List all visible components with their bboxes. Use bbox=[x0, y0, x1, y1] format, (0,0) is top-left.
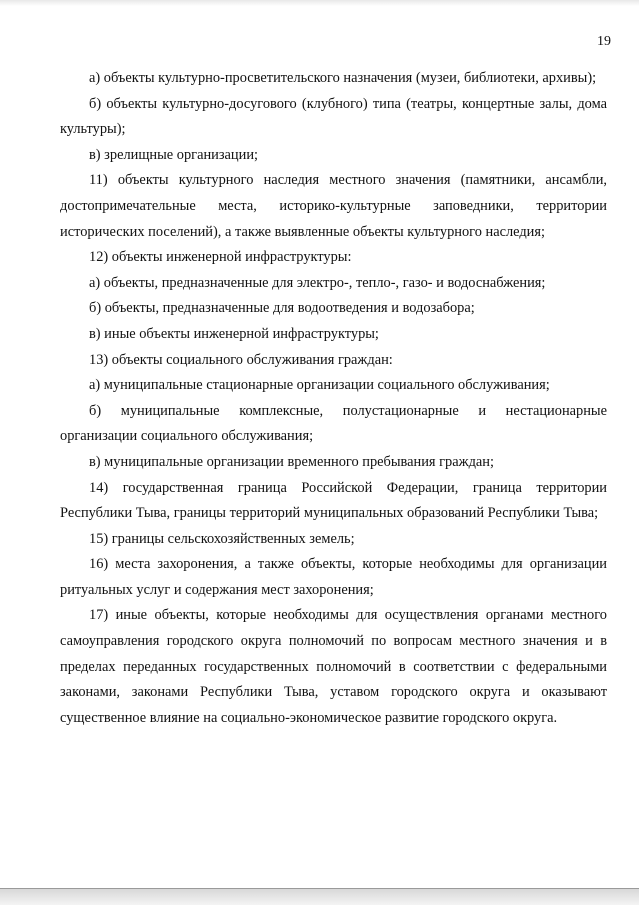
paragraph-temporary-stay: в) муниципальные организации временного пребывания граждан; bbox=[89, 453, 494, 470]
paragraph-item-15-agricultural-lands: 15) границы сельскохозяйственных земель; bbox=[89, 530, 355, 547]
paragraph-item-11-heritage: 11) объекты культурного наследия местного значения (памятники, ансамбли, достопримечательные места, историко-культурные заповедники, территории исторических поселений), а также выявленные объекты культурного наследия; bbox=[60, 172, 607, 240]
paragraph-item-14-borders: 14) государственная граница Российской Федерации, граница территории Республики Тыва, границы территорий муниципальных образований Республики Тыва; bbox=[60, 479, 607, 522]
paragraph-culture-leisure: б) объекты культурно-досугового (клубного) типа (театры, концертные залы, дома культуры); bbox=[60, 95, 607, 138]
paragraph-culture-education: а) объекты культурно-просветительского назначения (музеи, библиотеки, архивы); bbox=[89, 70, 597, 86]
paragraph-entertainment: в) зрелищные организации; bbox=[89, 146, 259, 163]
page-number: 19 bbox=[597, 34, 611, 49]
paragraph-item-12-infrastructure: 12) объекты инженерной инфраструктуры: bbox=[89, 249, 352, 266]
paragraph-other-infrastructure: в) иные объекты инженерной инфраструктуры; bbox=[89, 325, 379, 342]
scan-top-edge bbox=[0, 0, 639, 6]
scan-bottom-edge-shadow bbox=[0, 889, 639, 905]
document-body bbox=[60, 66, 607, 731]
paragraph-item-16-burial-places: 16) места захоронения, а также объекты, которые необходимы для организации ритуальных услуг и содержания мест захоронения; bbox=[60, 556, 607, 598]
paragraph-item-17-other-objects: 17) иные объекты, которые необходимы для осуществления органами местного самоуправления городского округа полномочий по вопросам местного значения и в пределах переданных государственных полномочий в соответствии с федеральными законами, законами Республики Тыва, уставом городского округа и оказывают существенное влияние на социально-экономическое развитие городского округа. bbox=[60, 607, 607, 726]
paragraph-item-13-social-services: 13) объекты социального обслуживания граждан: bbox=[89, 351, 393, 368]
paragraph-utilities-supply: а) объекты, предназначенные для электро-, тепло-, газо- и водоснабжения; bbox=[89, 274, 546, 291]
paragraph-stationary-organizations: а) муниципальные стационарные организации социального обслуживания; bbox=[89, 377, 550, 394]
paragraph-water-drainage: б) объекты, предназначенные для водоотведения и водозабора; bbox=[89, 300, 475, 317]
paragraph-complex-organizations: б) муниципальные комплексные, полустационарные и нестационарные организации социального обслуживания; bbox=[60, 402, 607, 445]
